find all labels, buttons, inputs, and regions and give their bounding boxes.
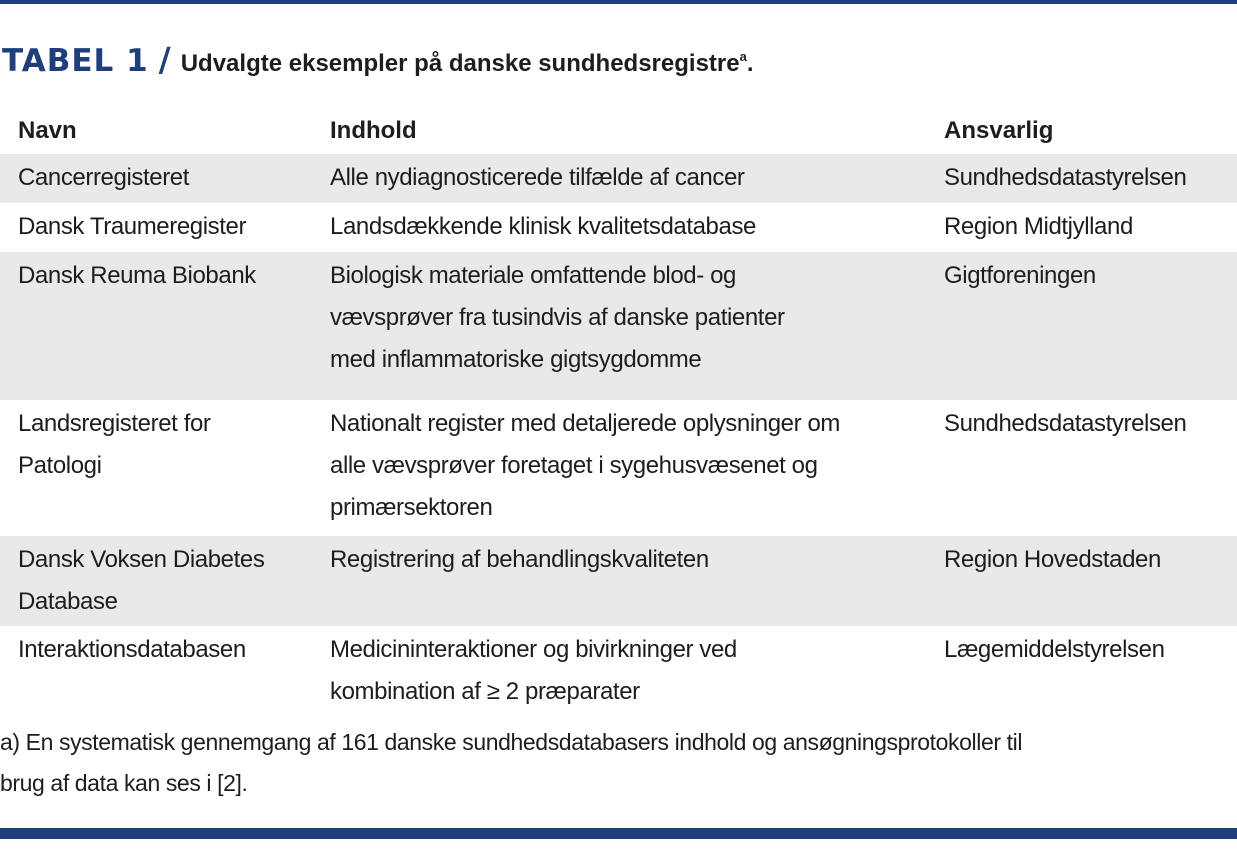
cell-navn (0, 252, 330, 400)
cell-line: Lægemiddelstyrelsen (944, 636, 1165, 663)
table-title (2, 40, 754, 80)
cell-line: Biologisk materiale omfattende blod- og (330, 262, 736, 289)
cell-line: med inflammatoriske gigtsygdomme (330, 346, 702, 373)
cell-line: Dansk Reuma Biobank (18, 262, 256, 289)
cell-navn (0, 203, 330, 252)
cell-line: Sundhedsdatastyrelsen (944, 164, 1187, 191)
cell-line: Interaktionsdatabasen (18, 636, 246, 663)
cell-line: kombination af ≥ 2 præparater (330, 678, 640, 705)
bottom-rule (0, 828, 1237, 839)
cell-navn (0, 400, 330, 536)
title-slash: / (158, 40, 171, 79)
table-row (0, 154, 1237, 203)
table-footnote (0, 722, 1237, 804)
table-caption: Udvalgte eksempler på danske sundhedsregistre (180, 50, 740, 77)
cell-indhold (330, 252, 944, 400)
header-indhold: Indhold (330, 117, 417, 144)
cell-ansvarlig (944, 626, 1237, 717)
cell-ansvarlig (944, 154, 1237, 203)
cell-line: Landsregisteret for (18, 410, 211, 437)
title-period: . (746, 50, 754, 77)
cell-navn (0, 154, 330, 203)
cell-navn (0, 626, 330, 717)
cell-line: Database (18, 588, 118, 615)
cell-line: Sundhedsdatastyrelsen (944, 410, 1187, 437)
table-row (0, 400, 1237, 536)
cell-line: Dansk Traumeregister (18, 213, 247, 240)
table-row (0, 536, 1237, 626)
cell-indhold (330, 154, 944, 203)
cell-indhold (330, 203, 944, 252)
cell-line: vævsprøver fra tusindvis af danske patienter (330, 304, 785, 331)
table-label: TABEL 1 (2, 43, 149, 79)
cell-line: Registrering af behandlingskvaliteten (330, 546, 709, 573)
header-navn: Navn (18, 117, 77, 144)
cell-indhold (330, 536, 944, 626)
table-row (0, 203, 1237, 252)
cell-ansvarlig (944, 400, 1237, 536)
cell-line: alle vævsprøver foretaget i sygehusvæsenet og (330, 452, 818, 479)
cell-line: Nationalt register med detaljerede oplysninger om (330, 410, 841, 437)
table-header-row (0, 108, 1237, 154)
cell-ansvarlig (944, 252, 1237, 400)
top-rule (0, 0, 1237, 4)
footnote-line: a) En systematisk gennemgang af 161 danske sundhedsdatabasers indhold og ansøgningsprotokoller til (0, 729, 1023, 755)
header-ansvarlig: Ansvarlig (944, 117, 1054, 144)
cell-ansvarlig (944, 536, 1237, 626)
cell-indhold (330, 400, 944, 536)
cell-line: Region Hovedstaden (944, 546, 1161, 573)
title-footnote-marker: a (739, 49, 747, 64)
cell-line: Landsdækkende klinisk kvalitetsdatabase (330, 213, 756, 240)
cell-navn (0, 536, 330, 626)
cell-line: Medicininteraktioner og bivirkninger ved (330, 636, 737, 663)
cell-line: Region Midtjylland (944, 213, 1133, 240)
table-row (0, 252, 1237, 400)
register-table (0, 108, 1237, 717)
cell-line: primærsektoren (330, 494, 493, 521)
table-row (0, 626, 1237, 717)
cell-indhold (330, 626, 944, 717)
cell-line: Cancerregisteret (18, 164, 190, 191)
cell-line: Dansk Voksen Diabetes (18, 546, 265, 573)
cell-ansvarlig (944, 203, 1237, 252)
cell-line: Gigtforeningen (944, 262, 1096, 289)
footnote-line: brug af data kan ses i [2]. (0, 770, 248, 796)
cell-line: Alle nydiagnosticerede tilfælde af cancer (330, 164, 745, 191)
cell-line: Patologi (18, 452, 102, 479)
